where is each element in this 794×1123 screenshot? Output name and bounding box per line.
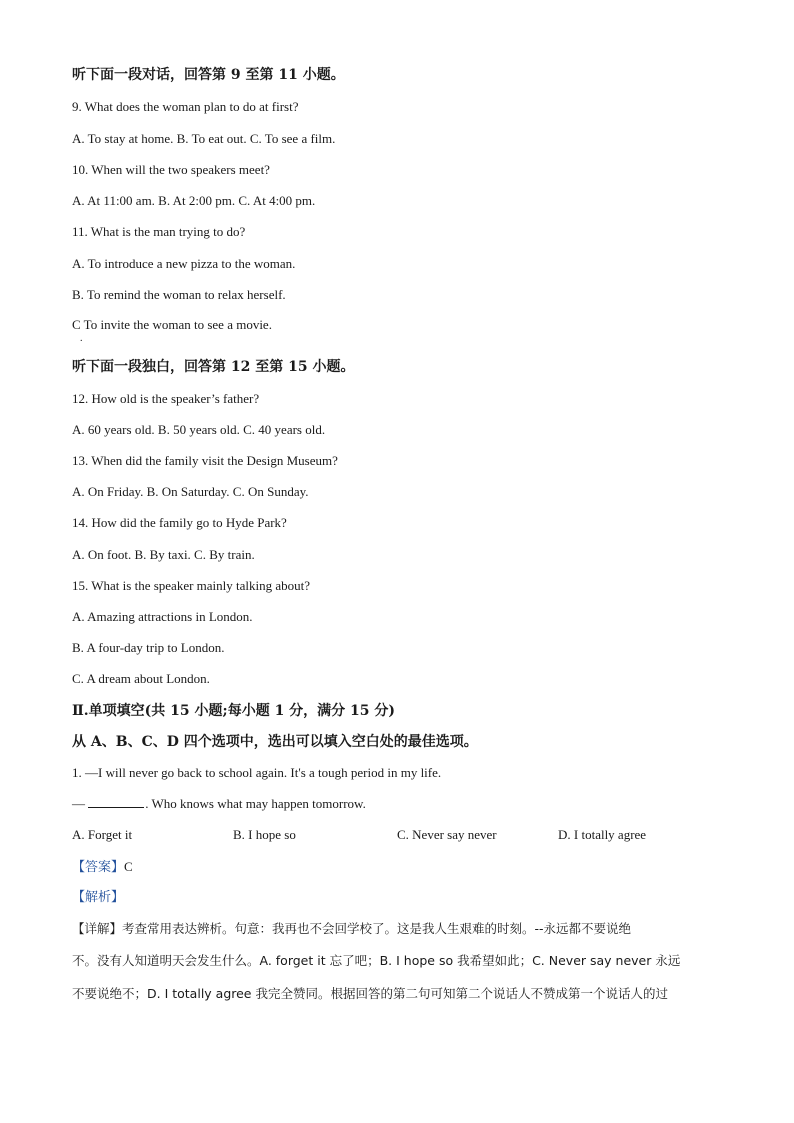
question-10: 10. When will the two speakers meet? xyxy=(72,162,270,177)
question-15: 15. What is the speaker mainly talking about? xyxy=(72,578,311,593)
question-13: 13. When did the family visit the Design Museum? xyxy=(72,453,338,468)
question-10-options: A. At 11:00 am. B. At 2:00 pm. C. At 4:00 pm. xyxy=(72,193,316,208)
answer-line xyxy=(72,858,133,877)
question-15-option-a: A. Amazing attractions in London. xyxy=(72,609,253,624)
answer-blank xyxy=(88,795,144,808)
question-14: 14. How did the family go to Hyde Park? xyxy=(72,515,287,530)
question-11-option-c: C To invite the woman to see a movie. xyxy=(72,317,272,332)
option-d: D. I totally agree xyxy=(558,827,647,842)
section-instruction: 从 A、B、C、D 四个选项中，选出可以填入空白处的最佳选项。 xyxy=(72,734,478,750)
option-c: C. Never say never xyxy=(397,827,497,842)
analysis-label: 【解析】 xyxy=(72,890,125,905)
detail-line-3: 不要说绝不；D. I totally agree 我完全赞同。根据回答的第二句可知第二个说话人不赞成第一个说话人的过 xyxy=(72,986,668,1001)
grammar-question-1: 1. —I will never go back to school again. It's a tough period in my life. xyxy=(72,765,442,780)
section-heading-dialogue: 听下面一段对话，回答第 9 至第 11 小题。 xyxy=(72,67,345,83)
option-b: B. I hope so xyxy=(233,827,296,842)
question-12: 12. How old is the speaker’s father? xyxy=(72,391,260,406)
question-13-options: A. On Friday. B. On Saturday. C. On Sunday. xyxy=(72,484,309,499)
section-heading-grammar: Ⅱ.单项填空(共 15 小题;每小题 1 分，满分 15 分) xyxy=(72,703,396,719)
answer-value: C xyxy=(124,859,133,874)
question-9-options: A. To stay at home. B. To eat out. C. To see a film. xyxy=(72,131,336,146)
section-heading-monologue: 听下面一段独白，回答第 12 至第 15 小题。 xyxy=(72,359,355,375)
detail-line-1: 【详解】考查常用表达辨析。句意：我再也不会回学校了。这是我人生艰难的时刻。--永远都不要说绝 xyxy=(72,921,632,936)
question-11: 11. What is the man trying to do? xyxy=(72,224,246,239)
question-11-option-a: A. To introduce a new pizza to the woman. xyxy=(72,256,296,271)
question-15-option-c: C. A dream about London. xyxy=(72,671,210,686)
option-a: A. Forget it xyxy=(72,827,133,842)
question-12-options: A. 60 years old. B. 50 years old. C. 40 years old. xyxy=(72,422,326,437)
question-14-options: A. On foot. B. By taxi. C. By train. xyxy=(72,547,255,562)
reply-dash: — xyxy=(72,796,89,811)
answer-label: 【答案】 xyxy=(72,860,125,875)
question-9: 9. What does the woman plan to do at first? xyxy=(72,99,299,114)
question-15-option-b: B. A four-day trip to London. xyxy=(72,640,225,655)
question-11-option-b: B. To remind the woman to relax herself. xyxy=(72,287,286,302)
reply-text: . Who knows what may happen tomorrow. xyxy=(145,796,366,811)
stray-dot: . xyxy=(80,333,83,344)
grammar-question-1-reply xyxy=(72,795,366,813)
detail-line-2: 不。没有人知道明天会发生什么。A. forget it 忘了吧；B. I hope so 我希望如此；C. Never say never 永远 xyxy=(72,953,681,968)
